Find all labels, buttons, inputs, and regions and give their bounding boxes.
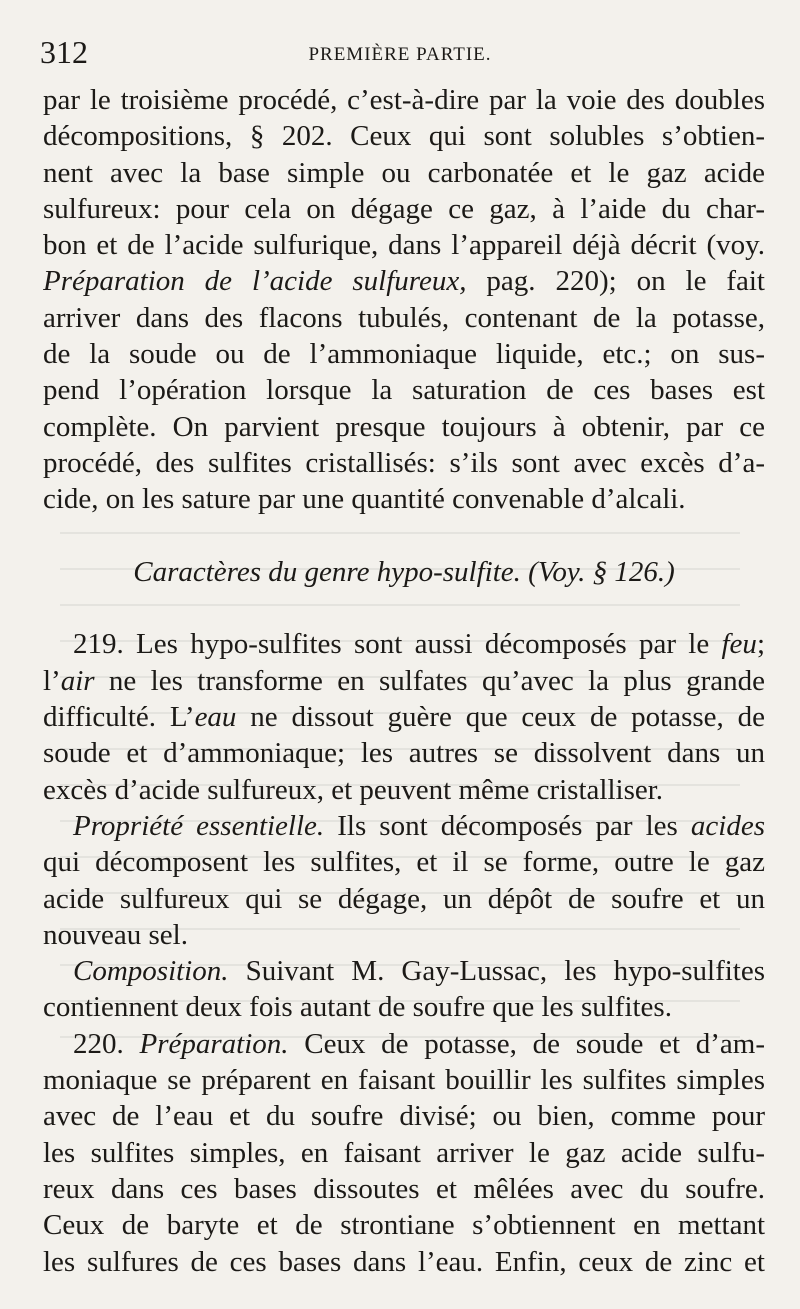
text-line [43,1098,765,1134]
text-run: excès d’acide sulfureux, et peuvent même cristalliser. [43,773,664,806]
text-run: reux dans ces bases dissoutes et mêlées avec du soufre. [43,1172,765,1205]
text-line [43,881,765,917]
italic-text: Préparation de l’acide sulfureux, [43,265,467,298]
text-run: § 126.) [585,555,675,588]
text-run: par le troisième procédé, c’est-à-dire par la voie des doubles [43,84,765,116]
text-line [43,227,765,263]
text-line [43,1026,765,1062]
text-line [43,82,765,118]
italic-text: air [60,664,95,697]
text-line [43,735,765,771]
text-run: Ceux de baryte et de strontiane s’obtiennent en mettant [43,1209,765,1242]
text-line [43,372,765,408]
text-run: acide sulfureux qui se dégage, un dépôt de soufre et un [43,882,765,915]
text-run: procédé, des sulfites cristallisés: s’ils sont avec excès d’a- [43,446,765,479]
text-run: de la soude ou de l’ammoniaque liquide, etc.; on sus- [43,338,765,371]
text-run: pag. 220); on le fait [466,265,765,298]
italic-text: Caractères du genre hypo-sulfite. ( [133,555,538,588]
paragraph-continuation [43,82,765,518]
text-run: qui décomposent les sulfites, et il se forme, outre le gaz [43,846,765,879]
text-run: pend l’opération lorsque la saturation de ces bases est [43,374,765,407]
text-line [43,191,765,227]
text-line [43,300,765,336]
text-line [43,1135,765,1171]
italic-text: Propriété essentielle. [73,809,325,842]
text-run: contiennent deux fois autant de soufre que les sulfites. [43,991,672,1024]
text-run: décompositions, § 202. Ceux qui sont solubles s’obtien- [43,120,765,153]
text-run: difficulté. L’ [43,701,195,734]
text-run: 220. [73,1027,140,1060]
text-line [43,844,765,880]
italic-text: Préparation. [139,1027,289,1060]
text-run: complète. On parvient presque toujours à obtenir, par ce [43,410,765,443]
text-line [43,1062,765,1098]
text-line [43,263,765,299]
running-title: PREMIÈRE PARTIE. [308,44,492,65]
text-line [43,1244,765,1280]
text-run: avec de l’eau et du soufre divisé; ou bien, comme pour [43,1100,765,1133]
text-line [43,409,765,445]
text-line [43,663,765,699]
text-line [43,626,765,662]
italic-text: Composition. [73,955,229,988]
text-line [43,953,765,989]
text-line [43,989,765,1025]
page-number: 312 [40,34,88,70]
text-run: Ceux de potasse, de soude et d’am- [288,1027,765,1060]
italic-text: acides [690,809,765,842]
italic-text: Voy. [537,555,586,588]
text-line [43,917,765,953]
text-run: les sulfures de ces bases dans l’eau. Enfin, ceux de zinc et [43,1245,765,1278]
text-run: 219. Les hypo-sulfites sont aussi décomposés par le [73,628,722,661]
text-line [43,155,765,191]
text-run: cide, on les sature par une quantité convenable d’alcali. [43,483,686,516]
text-run: ne dissout guère que ceux de potasse, de [236,701,765,734]
text-body [43,82,765,1280]
text-run: ne les transforme en sulfates qu’avec la plus grande [94,664,765,697]
text-run: nent avec la base simple ou carbonatée et le gaz acide [43,156,765,189]
text-run: arriver dans des flacons tubulés, contenant de la potasse, [43,301,765,334]
text-line [43,118,765,154]
section-body [43,626,765,1279]
text-line [43,772,765,808]
text-line [43,481,765,517]
text-line [43,336,765,372]
text-run: l’ [43,664,61,697]
section-heading [43,554,765,590]
text-run: sulfureux: pour cela on dégage ce gaz, à l’aide du char- [43,192,765,225]
italic-text: feu [721,628,757,661]
text-run: moniaque se préparent en faisant bouillir les sulfites simples [43,1064,765,1097]
italic-text: eau [194,701,237,734]
text-line [43,445,765,481]
text-line [43,699,765,735]
text-run: ; [756,628,765,661]
page-header [40,34,760,74]
text-run: Suivant M. Gay-Lussac, les hypo-sulfites [228,955,765,988]
text-run: bon et de l’acide sulfurique, dans l’appareil déjà décrit (voy. [43,229,765,262]
text-run: soude et d’ammoniaque; les autres se dissolvent dans un [43,737,765,770]
text-line [43,808,765,844]
text-run: nouveau sel. [43,918,188,951]
text-line [43,1207,765,1243]
text-line [43,1171,765,1207]
text-run: les sulfites simples, en faisant arriver le gaz acide sulfu- [43,1136,765,1169]
text-run: Ils sont décomposés par les [324,809,691,842]
